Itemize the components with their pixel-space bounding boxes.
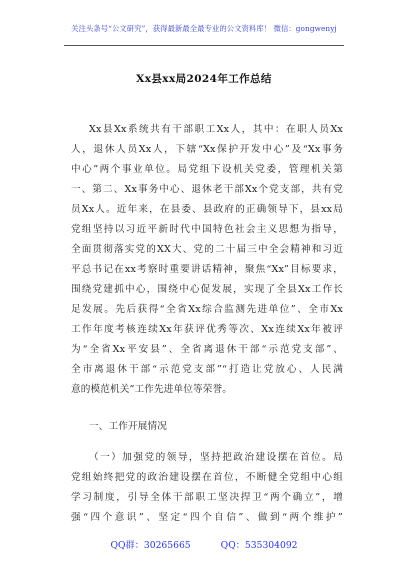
paragraph-line: （一）加强党的领导，坚持把政治建设摆在首位。局: [89, 452, 343, 463]
paragraph-line: 全面贯彻落实党的XX大、党的二十届三中全会精神和习近: [71, 244, 343, 255]
header-banner: 关注头条号“公文研究”，获得最新最全最专业的公文资料库！ 微信：gongwenyj: [71, 24, 337, 33]
paragraph-line: 工作年度考核连续Xx年获评优秀等次、Xx连续Xx年被评: [71, 324, 343, 335]
paragraph-line: 围绕党建抓中心，围绕中心促发展，实现了全县Xx工作长: [71, 284, 343, 295]
paragraph-line: 强“四个意识”、坚定“四个自信”、做到“两个维护”: [71, 512, 343, 523]
paragraph-line: 学习制度，引导全体干部职工坚决捍卫“两个确立”，增: [71, 492, 343, 503]
paragraph-line: 员Xx人。近年来，在县委、县政府的正确领导下，县xx局: [71, 204, 343, 215]
paragraph-line: 党组始终把党的政治建设摆在首位，不断健全党组中心组: [71, 472, 343, 483]
section-heading: 一、工作开展情况: [89, 421, 167, 432]
paragraph-line: 党组坚持以习近平新时代中国特色社会主义思想为指导，: [71, 224, 343, 235]
document-title: Xx县xx局2024年工作总结: [136, 73, 272, 85]
paragraph-line: 足发展。先后获得“全省Xx综合监测先进单位”、全市Xx: [71, 304, 343, 315]
paragraph-line: 意的模范机关”工作先进单位等荣誉。: [71, 384, 232, 395]
paragraph-line: 一、第二、Xx事务中心、退休老干部Xx个党支部，共有党: [71, 184, 343, 195]
paragraph-line: 为“全省Xx平安县”、全省离退休干部“示范党支部”、: [71, 344, 343, 355]
paragraph-line: 中心”两个事业单位。局党组下设机关党委，管理机关第: [71, 164, 343, 175]
qq-group-number: QQ群：30265665: [110, 540, 191, 551]
footer-contact: [0, 537, 408, 551]
paragraph-line: Xx县Xx系统共有干部职工Xx人，其中：在职人员Xx: [89, 124, 343, 135]
paragraph-line: 全市离退休干部“示范党支部”“打造让党放心、人民满: [71, 364, 343, 375]
paragraph-line: 人，退休人员Xx人，下辖“Xx保护开发中心”及“Xx事务: [71, 144, 343, 155]
header-divider: [64, 45, 344, 46]
paragraph-line: 平总书记在xx考察时重要讲话精神，聚焦“Xx”目标要求，: [71, 264, 343, 275]
qq-number: QQ：535304092: [220, 540, 298, 551]
